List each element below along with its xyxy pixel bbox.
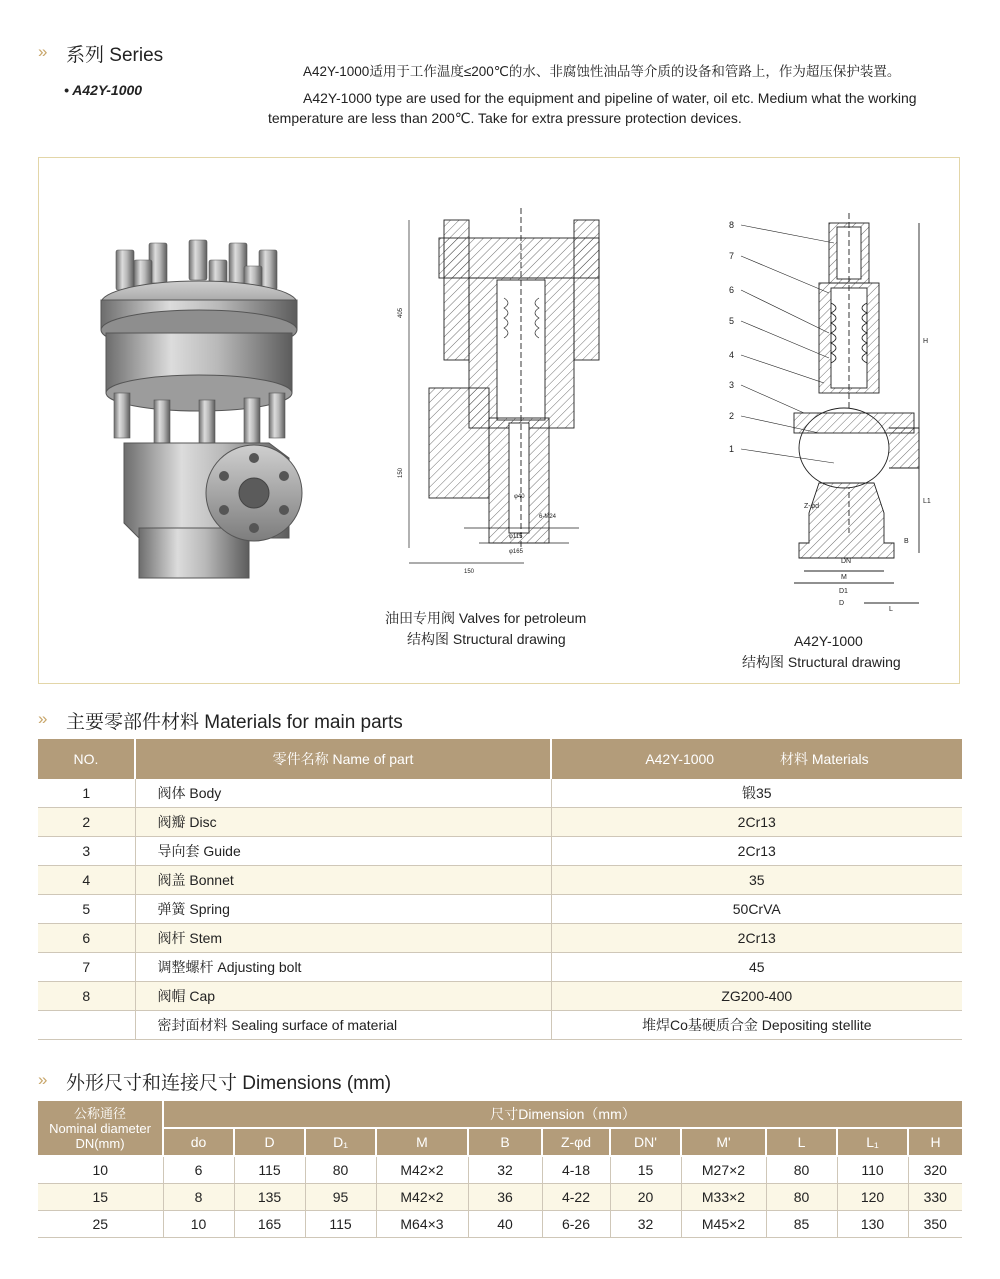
col-material bbox=[551, 739, 962, 779]
cell: 120 bbox=[837, 1184, 908, 1211]
row-material: 35 bbox=[551, 866, 962, 895]
row-no: 2 bbox=[38, 808, 135, 837]
dim-label: D1 bbox=[839, 588, 848, 595]
row-no: 4 bbox=[38, 866, 135, 895]
col-material-label: 材料 Materials bbox=[779, 751, 869, 767]
cell: 4-22 bbox=[542, 1184, 610, 1211]
figure-panel bbox=[38, 157, 960, 684]
dimensions-header-row bbox=[38, 1101, 962, 1128]
col-part: 零件名称 Name of part bbox=[135, 739, 551, 779]
row-no: 5 bbox=[38, 895, 135, 924]
col-group: 尺寸Dimension（mm） bbox=[163, 1101, 962, 1128]
row-part: 阀盖 Bonnet bbox=[135, 866, 551, 895]
row-part: 导向套 Guide bbox=[135, 837, 551, 866]
model-label: • A42Y-1000 bbox=[64, 82, 143, 98]
dim-label: 150 bbox=[398, 467, 404, 478]
cell: 32 bbox=[610, 1211, 681, 1238]
row-no: 6 bbox=[38, 924, 135, 953]
series-title: 系列 Series bbox=[66, 45, 164, 66]
col-dn bbox=[38, 1101, 163, 1156]
petroleum-structural-drawing bbox=[369, 208, 599, 578]
dim-label: 405 bbox=[398, 307, 404, 318]
cell: 115 bbox=[234, 1156, 305, 1184]
table-row bbox=[38, 808, 962, 837]
cell: 15 bbox=[610, 1156, 681, 1184]
col-dim: L bbox=[766, 1128, 837, 1156]
part-number: 6 bbox=[729, 285, 735, 295]
cell: 20 bbox=[610, 1184, 681, 1211]
intro-en-1: A42Y-1000 type are used for the equipment and pipeline of water, oil etc. Medium what the working bbox=[303, 90, 917, 106]
dim-label: 6-M24 bbox=[539, 514, 557, 520]
cell: M42×2 bbox=[376, 1184, 468, 1211]
cell: 320 bbox=[908, 1156, 962, 1184]
col-dim: D bbox=[234, 1128, 305, 1156]
part-number: 4 bbox=[729, 350, 735, 360]
cell: M27×2 bbox=[681, 1156, 766, 1184]
cell: M45×2 bbox=[681, 1211, 766, 1238]
part-number: 2 bbox=[729, 411, 735, 421]
dim-label: L bbox=[889, 606, 893, 613]
part-number: 7 bbox=[729, 251, 735, 261]
row-no bbox=[38, 1011, 135, 1040]
cell: 350 bbox=[908, 1211, 962, 1238]
row-material: 2Cr13 bbox=[551, 808, 962, 837]
cell: 80 bbox=[766, 1184, 837, 1211]
table-row bbox=[38, 895, 962, 924]
cell: 32 bbox=[468, 1156, 542, 1184]
col-dim: D₁ bbox=[305, 1128, 376, 1156]
row-material: 50CrVA bbox=[551, 895, 962, 924]
intro-en-2: temperature are less than 200℃. Take for extra pressure protection devices. bbox=[268, 110, 742, 126]
chevron-icon: » bbox=[38, 709, 46, 728]
table-row bbox=[38, 866, 962, 895]
table-row bbox=[38, 953, 962, 982]
col-dim: DN' bbox=[610, 1128, 681, 1156]
table-row bbox=[38, 982, 962, 1011]
materials-header-row bbox=[38, 739, 962, 779]
cell: M33×2 bbox=[681, 1184, 766, 1211]
row-no: 3 bbox=[38, 837, 135, 866]
dim-label: L1 bbox=[923, 498, 931, 505]
cell: 6 bbox=[163, 1156, 234, 1184]
materials-title: 主要零部件材料 Materials for main parts bbox=[66, 712, 403, 733]
a42y-caption-1: A42Y-1000 bbox=[794, 633, 863, 649]
cell: 8 bbox=[163, 1184, 234, 1211]
cell: 6-26 bbox=[542, 1211, 610, 1238]
row-material: 锻35 bbox=[551, 779, 962, 808]
col-dn-cn: 公称通径 bbox=[73, 1105, 126, 1121]
dim-label: B bbox=[904, 538, 909, 545]
cell-dn: 15 bbox=[38, 1184, 163, 1211]
cell: M64×3 bbox=[376, 1211, 468, 1238]
row-material: 2Cr13 bbox=[551, 837, 962, 866]
intro-cn: A42Y-1000适用于工作温度≤200℃的水、非腐蚀性油品等介质的设备和管路上，作为超压保护装置。 bbox=[303, 64, 901, 79]
cell: 80 bbox=[766, 1156, 837, 1184]
cell: 10 bbox=[163, 1211, 234, 1238]
dim-label: φ40 bbox=[514, 494, 525, 500]
cell-dn: 25 bbox=[38, 1211, 163, 1238]
col-dim: B bbox=[468, 1128, 542, 1156]
cell-dn: 10 bbox=[38, 1156, 163, 1184]
row-part: 密封面材料 Sealing surface of material bbox=[135, 1011, 551, 1040]
dim-label: D bbox=[839, 600, 845, 607]
dimensions-title: 外形尺寸和连接尺寸 Dimensions (mm) bbox=[66, 1073, 392, 1094]
cell: 80 bbox=[305, 1156, 376, 1184]
dim-label: φ115 bbox=[509, 534, 523, 540]
row-no: 7 bbox=[38, 953, 135, 982]
row-part: 阀帽 Cap bbox=[135, 982, 551, 1011]
col-dim: L₁ bbox=[837, 1128, 908, 1156]
col-dn-unit: DN(mm) bbox=[75, 1135, 125, 1151]
cell: 85 bbox=[766, 1211, 837, 1238]
cell: 130 bbox=[837, 1211, 908, 1238]
row-material: 堆焊Co基硬质合金 Depositing stellite bbox=[551, 1011, 962, 1040]
dim-label: Z-φd bbox=[804, 503, 820, 510]
table-row bbox=[38, 837, 962, 866]
col-dim: M' bbox=[681, 1128, 766, 1156]
cell: 40 bbox=[468, 1211, 542, 1238]
table-row bbox=[38, 1184, 962, 1211]
row-part: 调整螺杆 Adjusting bolt bbox=[135, 953, 551, 982]
row-part: 阀瓣 Disc bbox=[135, 808, 551, 837]
table-row bbox=[38, 1156, 962, 1184]
a42y-structural-drawing bbox=[679, 213, 929, 613]
col-dn-en: Nominal diameter bbox=[49, 1120, 151, 1136]
materials-table bbox=[38, 739, 962, 1040]
table-row bbox=[38, 1211, 962, 1238]
chevron-icon: » bbox=[38, 42, 46, 61]
petroleum-caption-1: 油田专用阀 Valves for petroleum bbox=[385, 610, 587, 626]
col-dim: M bbox=[376, 1128, 468, 1156]
cell: 110 bbox=[837, 1156, 908, 1184]
valve-photo bbox=[94, 238, 309, 598]
cell: 36 bbox=[468, 1184, 542, 1211]
row-material: ZG200-400 bbox=[551, 982, 962, 1011]
dimensions-subheader-row bbox=[38, 1128, 962, 1156]
table-row bbox=[38, 1011, 962, 1040]
dim-label: DN bbox=[841, 558, 852, 565]
part-number: 5 bbox=[729, 316, 735, 326]
part-number: 1 bbox=[729, 444, 735, 454]
cell: 135 bbox=[234, 1184, 305, 1211]
col-dim: do bbox=[163, 1128, 234, 1156]
dim-label: M bbox=[841, 574, 847, 581]
cell: 330 bbox=[908, 1184, 962, 1211]
cell: 165 bbox=[234, 1211, 305, 1238]
a42y-caption-2: 结构图 Structural drawing bbox=[742, 654, 901, 670]
col-dim: H bbox=[908, 1128, 962, 1156]
cell: 95 bbox=[305, 1184, 376, 1211]
table-row bbox=[38, 779, 962, 808]
dim-label: 150 bbox=[464, 569, 475, 575]
row-no: 1 bbox=[38, 779, 135, 808]
col-dim: Z-φd bbox=[542, 1128, 610, 1156]
dimensions-table bbox=[38, 1101, 962, 1238]
row-material: 45 bbox=[551, 953, 962, 982]
cell: M42×2 bbox=[376, 1156, 468, 1184]
chevron-icon: » bbox=[38, 1070, 46, 1089]
row-material: 2Cr13 bbox=[551, 924, 962, 953]
row-part: 弹簧 Spring bbox=[135, 895, 551, 924]
dim-label: H bbox=[923, 338, 929, 345]
part-number: 3 bbox=[729, 380, 735, 390]
row-part: 阀杆 Stem bbox=[135, 924, 551, 953]
petroleum-caption-2: 结构图 Structural drawing bbox=[407, 631, 566, 647]
col-no: NO. bbox=[38, 739, 135, 779]
cell: 115 bbox=[305, 1211, 376, 1238]
row-part: 阀体 Body bbox=[135, 779, 551, 808]
dim-label: φ165 bbox=[509, 549, 523, 555]
part-number: 8 bbox=[729, 220, 735, 230]
col-model: A42Y-1000 bbox=[645, 751, 715, 767]
row-no: 8 bbox=[38, 982, 135, 1011]
cell: 4-18 bbox=[542, 1156, 610, 1184]
table-row bbox=[38, 924, 962, 953]
